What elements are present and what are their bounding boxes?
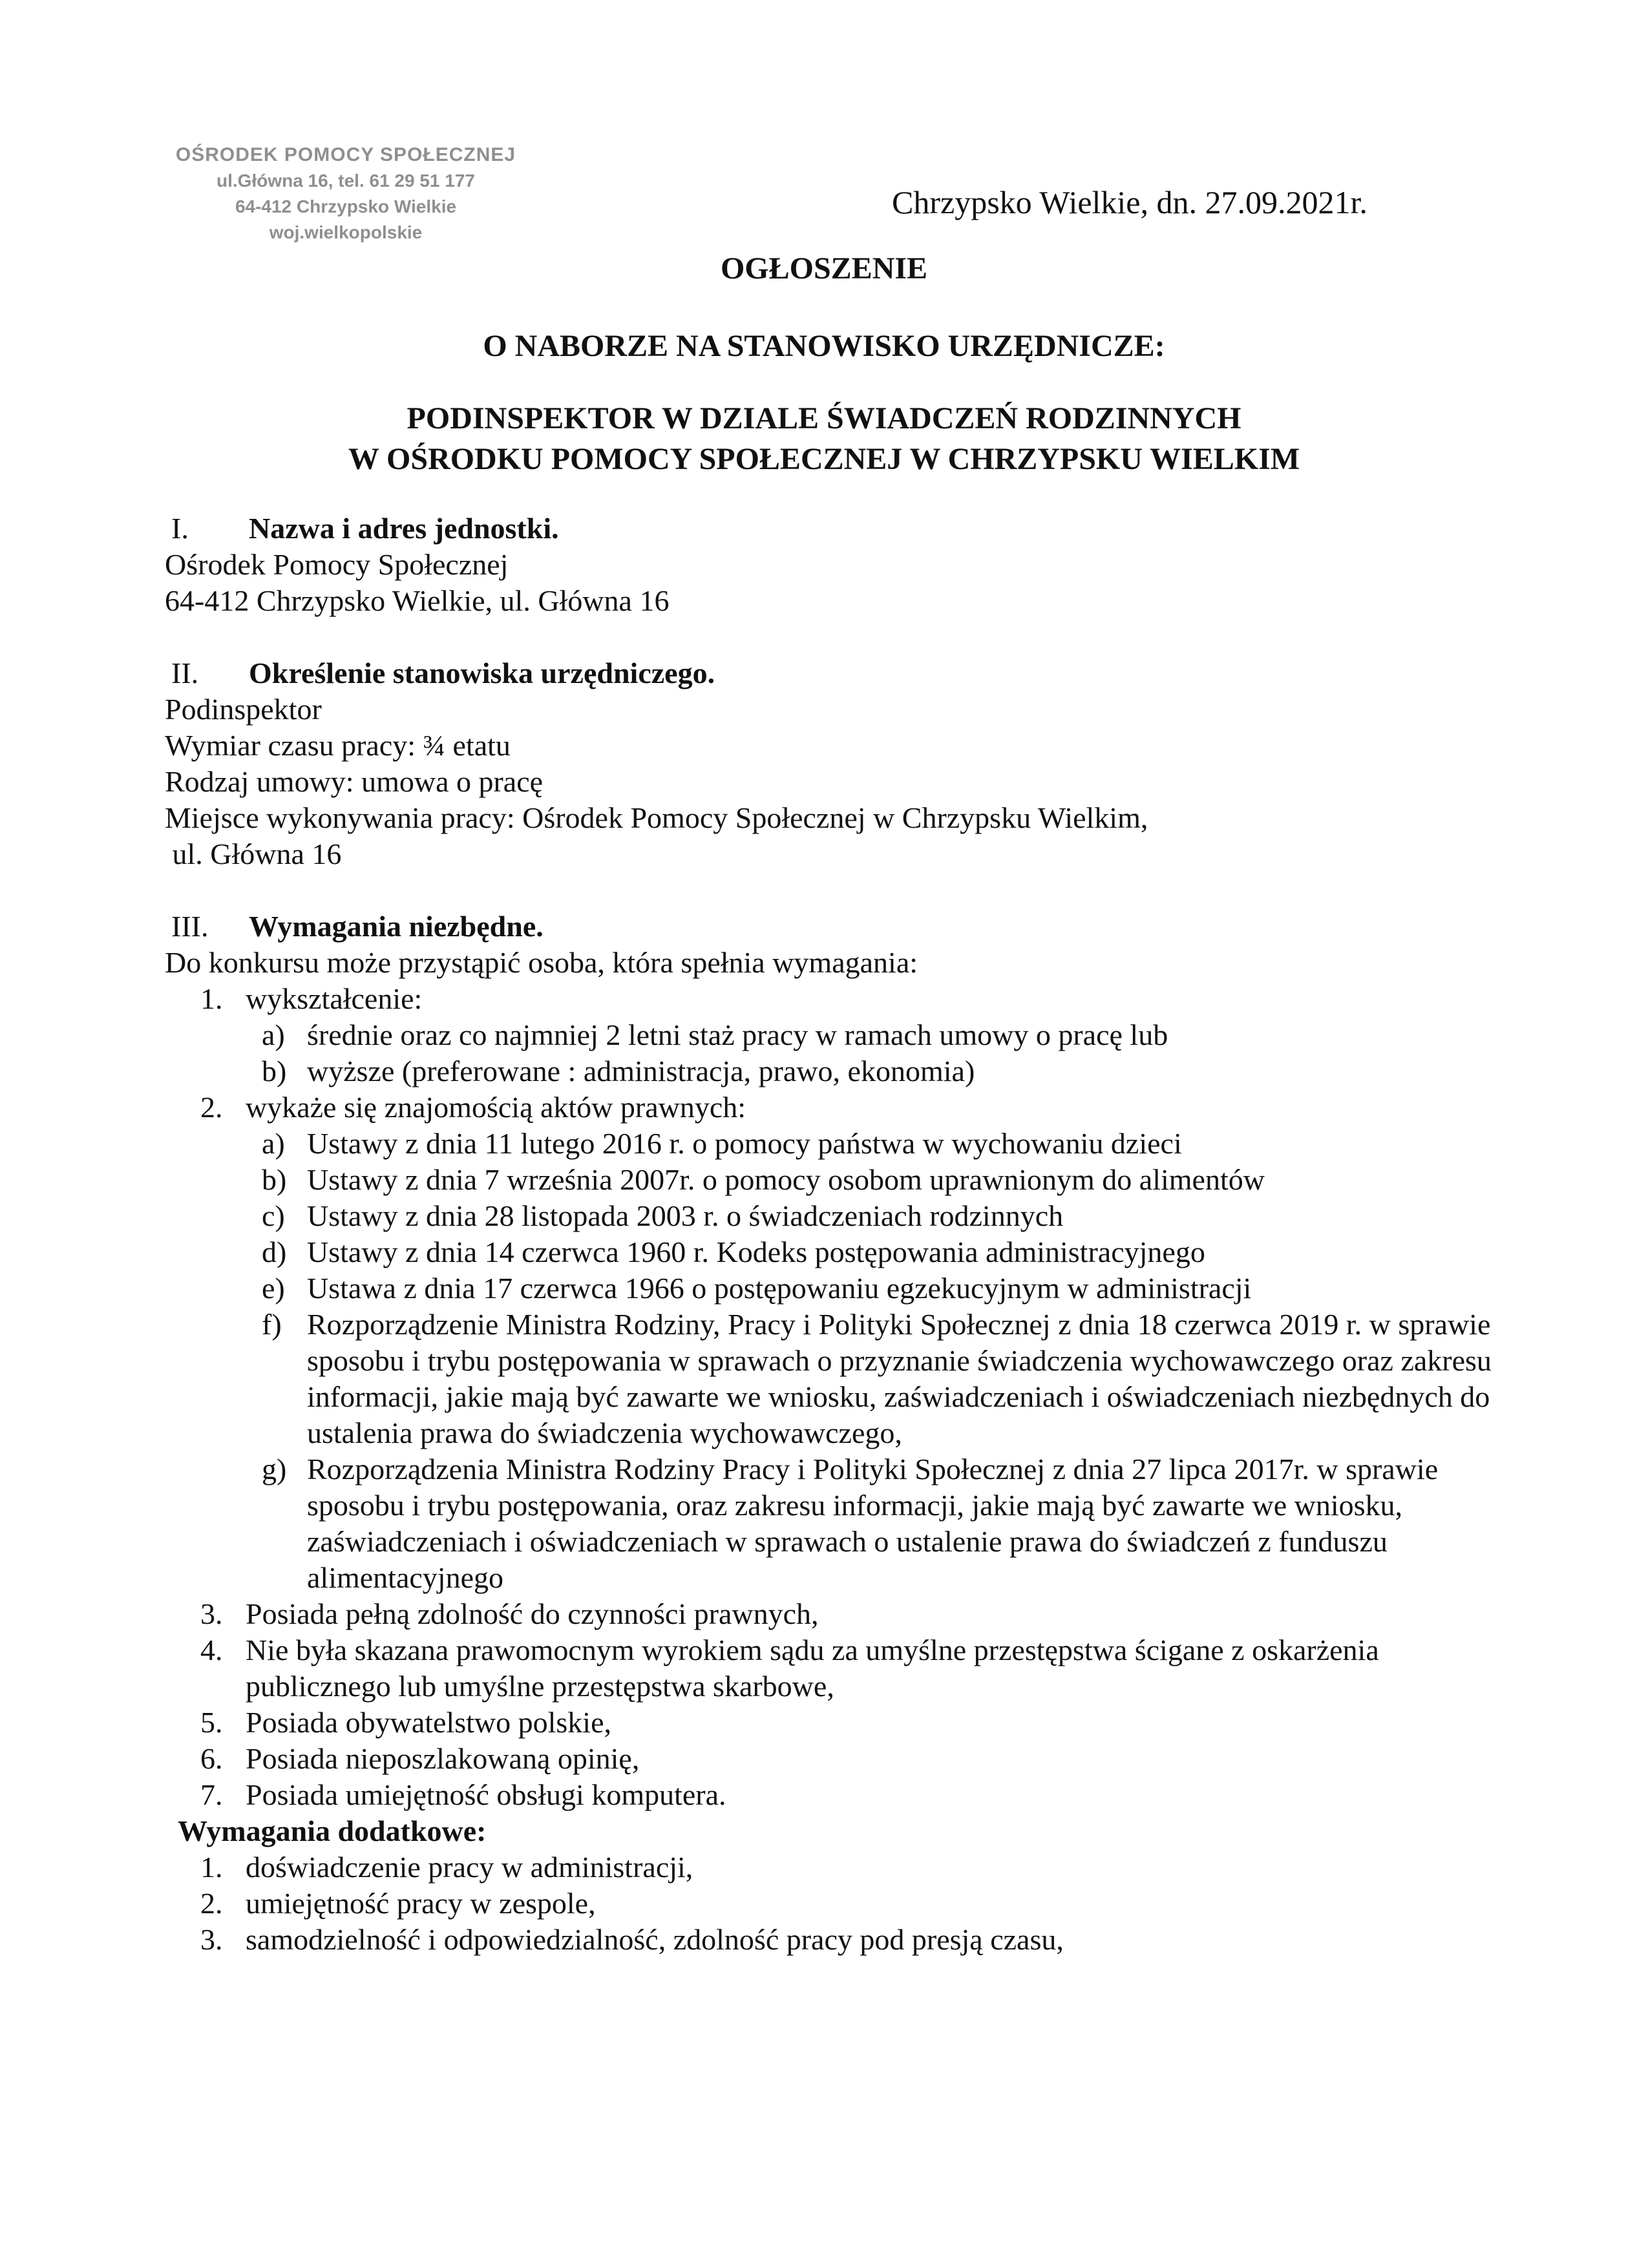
requirements-list	[165, 981, 1522, 1813]
institution-stamp	[165, 142, 527, 246]
paragraph-line: Miejsce wykonywania pracy: Ośrodek Pomocy Społecznej w Chrzypsku Wielkim,	[165, 801, 1148, 834]
position-title-line2: W OŚRODKU POMOCY SPOŁECZNEJ W CHRZYPSKU WIELKIM	[348, 442, 1300, 476]
list-number: 4.	[200, 1633, 223, 1666]
list-text: Posiada nieposzlakowaną opinię,	[246, 1742, 640, 1775]
section-heading	[165, 510, 1522, 547]
document-body	[165, 510, 1522, 1958]
sub-list-text: Ustawy z dnia 7 września 2007r. o pomocy osobom uprawnionym do alimentów	[307, 1163, 1265, 1196]
section-number: II.	[171, 656, 199, 689]
document-title: OGŁOSZENIE	[720, 251, 928, 286]
list-item	[165, 1632, 1522, 1705]
list-number: 2.	[200, 1091, 223, 1124]
sub-list-text: średnie oraz co najmniej 2 letni staż pracy w ramach umowy o pracę lub	[307, 1018, 1168, 1051]
list-item	[165, 1777, 1522, 1813]
list-item	[165, 1885, 1522, 1922]
section-title: Określenie stanowiska urzędniczego.	[249, 656, 715, 689]
sub-list-text: Ustawy z dnia 14 czerwca 1960 r. Kodeks postępowania administracyjnego	[307, 1235, 1205, 1268]
paragraph-line: Do konkursu może przystąpić osoba, która spełnia wymagania:	[165, 946, 918, 979]
list-text: Posiada obywatelstwo polskie,	[246, 1706, 611, 1739]
list-item	[165, 1741, 1522, 1777]
list-text: umiejętność pracy w zespole,	[246, 1887, 596, 1920]
sub-list-text: Ustawa z dnia 17 czerwca 1966 o postępowaniu egzekucyjnym w administracji	[307, 1272, 1252, 1305]
stamp-line: woj.wielkopolskie	[269, 222, 423, 242]
sub-list-item	[246, 1270, 1522, 1307]
list-text: Posiada pełną zdolność do czynności prawnych,	[246, 1597, 819, 1630]
stamp-line: 64-412 Chrzypsko Wielkie	[235, 196, 457, 216]
sub-list	[246, 1126, 1522, 1596]
sub-list-item	[246, 1307, 1522, 1451]
paragraph-line: Rodzaj umowy: umowa o pracę	[165, 765, 544, 798]
sub-list-letter: a)	[262, 1018, 285, 1051]
list-number: 7.	[200, 1778, 223, 1811]
sub-list-letter: g)	[262, 1453, 287, 1486]
list-text: samodzielność i odpowiedzialność, zdolność pracy pod presją czasu,	[246, 1923, 1064, 1956]
paragraph-line: 64-412 Chrzypsko Wielkie, ul. Główna 16	[165, 584, 670, 617]
sub-list-letter: d)	[262, 1235, 287, 1268]
section-heading	[165, 655, 1522, 691]
paragraph-line: Wymiar czasu pracy: ¾ etatu	[165, 729, 511, 762]
sub-list-letter: b)	[262, 1163, 287, 1196]
paragraph-line: ul. Główna 16	[165, 837, 342, 870]
sub-list-text: wyższe (preferowane : administracja, prawo, ekonomia)	[307, 1055, 975, 1087]
position-title-line1: PODINSPEKTOR W DZIALE ŚWIADCZEŃ RODZINNYCH	[407, 401, 1241, 436]
section-number: III.	[171, 910, 209, 943]
list-number: 3.	[200, 1923, 223, 1956]
list-number: 2.	[200, 1887, 223, 1920]
section-heading	[165, 908, 1522, 945]
list-text: Nie była skazana prawomocnym wyrokiem sądu za umyślne przestępstwa ścigane z oskarżenia publicznego lub umyślne przestępstwa skarbowe,	[246, 1633, 1379, 1703]
paragraph-line: Podinspektor	[165, 693, 322, 726]
sub-list-letter: e)	[262, 1272, 285, 1305]
section-number: I.	[171, 512, 189, 545]
list-number: 6.	[200, 1742, 223, 1775]
list-text: doświadczenie pracy w administracji,	[246, 1851, 693, 1884]
list-item	[165, 1922, 1522, 1958]
sub-list-text: Rozporządzenia Ministra Rodziny Pracy i Polityki Społecznej z dnia 27 lipca 2017r. w sprawie sposobu i trybu postępowania, oraz zakresu informacji, jakie mają być zawarte we wniosku, zaświadczeniach i oświadczeniach w sprawach o ustalenie prawa do świadczeń z funduszu alimentacyjnego	[307, 1453, 1439, 1594]
sub-list-item	[246, 1451, 1522, 1596]
section-title: Nazwa i adres jednostki.	[249, 512, 559, 545]
additional-requirements-heading: Wymagania dodatkowe:	[178, 1814, 487, 1847]
stamp-line: ul.Główna 16, tel. 61 29 51 177	[217, 171, 475, 191]
sub-list-item	[246, 1053, 1522, 1089]
sub-list-text: Rozporządzenie Ministra Rodziny, Pracy i Polityki Społecznej z dnia 18 czerwca 2019 r. w sprawie sposobu i trybu postępowania w sprawach o przyznanie świadczenia wychowawczego oraz zakresu informacji, jakie mają być zawarte we wniosku, zaświadczeniach i oświadczeniach niezbędnych do ustalenia prawa do świadczenia wychowawczego,	[307, 1308, 1492, 1449]
sub-list-text: Ustawy z dnia 28 listopada 2003 r. o świadczeniach rodzinnych	[307, 1199, 1064, 1232]
stamp-line: OŚRODEK POMOCY SPOŁECZNEJ	[175, 144, 516, 165]
paragraph-line: Ośrodek Pomocy Społecznej	[165, 548, 509, 581]
list-number: 5.	[200, 1706, 223, 1739]
list-item	[165, 1849, 1522, 1885]
list-text: Posiada umiejętność obsługi komputera.	[246, 1778, 726, 1811]
list-item	[165, 981, 1522, 1089]
additional-requirements-list	[165, 1849, 1522, 1958]
list-item	[165, 1089, 1522, 1596]
sub-list-letter: b)	[262, 1055, 287, 1087]
document-subtitle: O NABORZE NA STANOWISKO URZĘDNICZE:	[483, 329, 1165, 363]
sub-list-item	[246, 1017, 1522, 1053]
list-text: wykształcenie:	[246, 982, 423, 1015]
sub-list-letter: a)	[262, 1127, 285, 1160]
sub-list-item	[246, 1198, 1522, 1234]
sub-list-item	[246, 1126, 1522, 1162]
list-number: 1.	[200, 1851, 223, 1884]
document-date: Chrzypsko Wielkie, dn. 27.09.2021r.	[892, 184, 1368, 220]
list-text: wykaże się znajomością aktów prawnych:	[246, 1091, 746, 1124]
list-item	[165, 1705, 1522, 1741]
section-title: Wymagania niezbędne.	[249, 910, 544, 943]
sub-list-item	[246, 1162, 1522, 1198]
sub-list-letter: f)	[262, 1308, 282, 1341]
list-number: 3.	[200, 1597, 223, 1630]
sub-list-item	[246, 1234, 1522, 1270]
list-item	[165, 1596, 1522, 1632]
sub-list-letter: c)	[262, 1199, 285, 1232]
list-number: 1.	[200, 982, 223, 1015]
sub-list	[246, 1017, 1522, 1089]
sub-list-text: Ustawy z dnia 11 lutego 2016 r. o pomocy państwa w wychowaniu dzieci	[307, 1127, 1182, 1160]
